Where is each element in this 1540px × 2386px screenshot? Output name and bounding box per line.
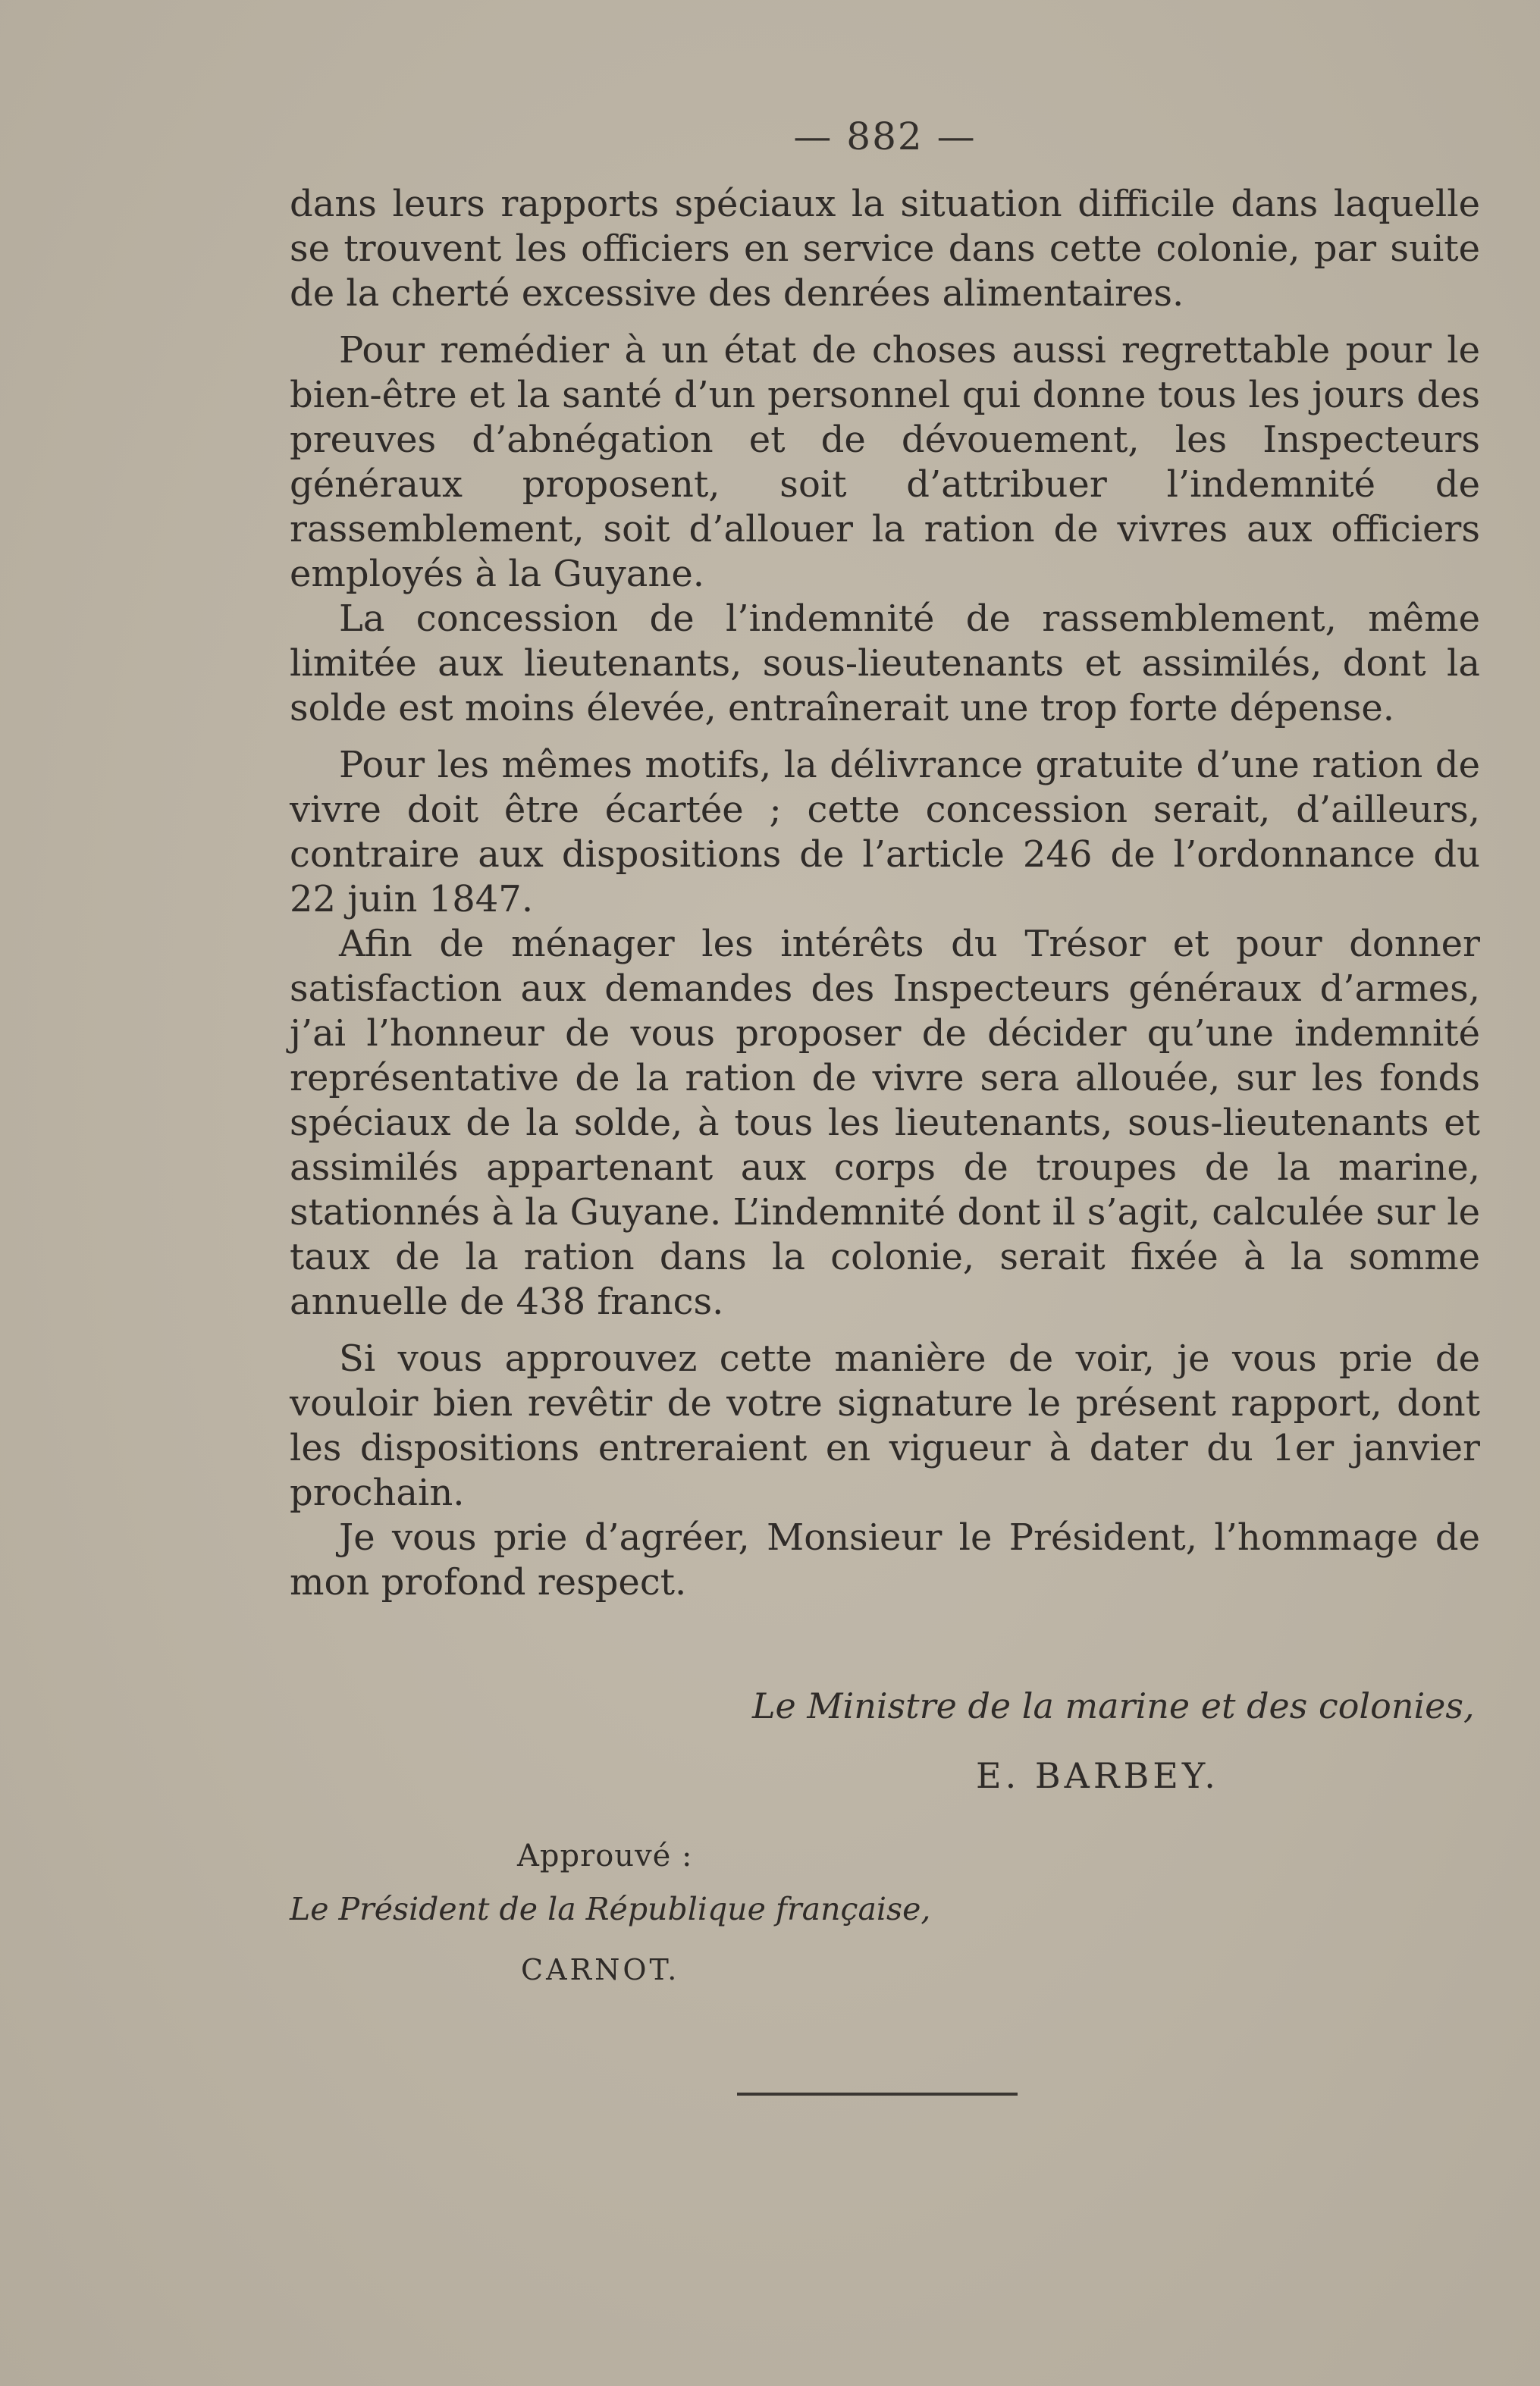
minister-title: Le Ministre de la marine et des colonies, [752,1685,1475,1726]
page-number: — 882 — [793,114,977,158]
closing-rule [737,2093,1018,2096]
document-page [290,106,1480,2350]
signature-block [290,1683,1480,2138]
paragraph-closing: Je vous prie d’agréer, Monsieur le Président, l’hommage de mon profond respect. [290,1516,1480,1604]
paragraph-remedy: Pour remédier à un état de choses aussi regrettable pour le bien-être et la santé d’un personnel qui donne tous les jours des preuves d’abnégation et de dévouement, les Inspecteurs généraux proposent, soit d’attribuer l’indemnité de rassemblement, soit d’allouer la ration de vivres aux officiers employés à la Guyane. [290,329,1480,595]
president-title: Le Président de la République française, [290,1891,931,1927]
paragraph-concession: La concession de l’indemnité de rassemblement, même limitée aux lieutenants, sous-lieutenants et assimilés, dont la solde est moins élevée, entraînerait une trop forte dépense. [290,597,1480,729]
president-name: CARNOT. [521,1953,680,1986]
paragraph-ration: Pour les mêmes motifs, la délivrance gratuite d’une ration de vivre doit être écartée ; cette concession serait, d’ailleurs, contraire aux dispositions de l’article 246 de l’ordonnance du 22 juin 1847. [290,744,1480,920]
minister-name: E. BARBEY. [976,1755,1219,1796]
paragraph-proposal: Afin de ménager les intérêts du Trésor et pour donner satisfaction aux demandes des Inspecteurs généraux d’armes, j’ai l’honneur de vous proposer de décider qu’une indemnité représentative de la ration de vivre sera allouée, sur les fonds spéciaux de la solde, à tous les lieutenants, sous-lieutenants et assimilés appartenant aux corps de troupes de la marine, stationnés à la Guyane. L’indemnité dont il s’agit, calculée sur le taux de la ration dans la colonie, serait fixée à la somme annuelle de 438 francs. [290,923,1480,1323]
paragraph-continuation: dans leurs rapports spéciaux la situation difficile dans laquelle se trouvent les officiers en service dans cette colonie, par suite de la cherté excessive des denrées alimentaires. [290,183,1480,315]
body-text [290,182,1480,1605]
approved-label: Approuvé : [517,1839,693,1873]
paragraph-approval-request: Si vous approuvez cette manière de voir, je vous prie de vouloir bien revêtir de votre signature le présent rapport, dont les dispositions entreraient en vigueur à dater du 1er janvier prochain. [290,1337,1480,1514]
